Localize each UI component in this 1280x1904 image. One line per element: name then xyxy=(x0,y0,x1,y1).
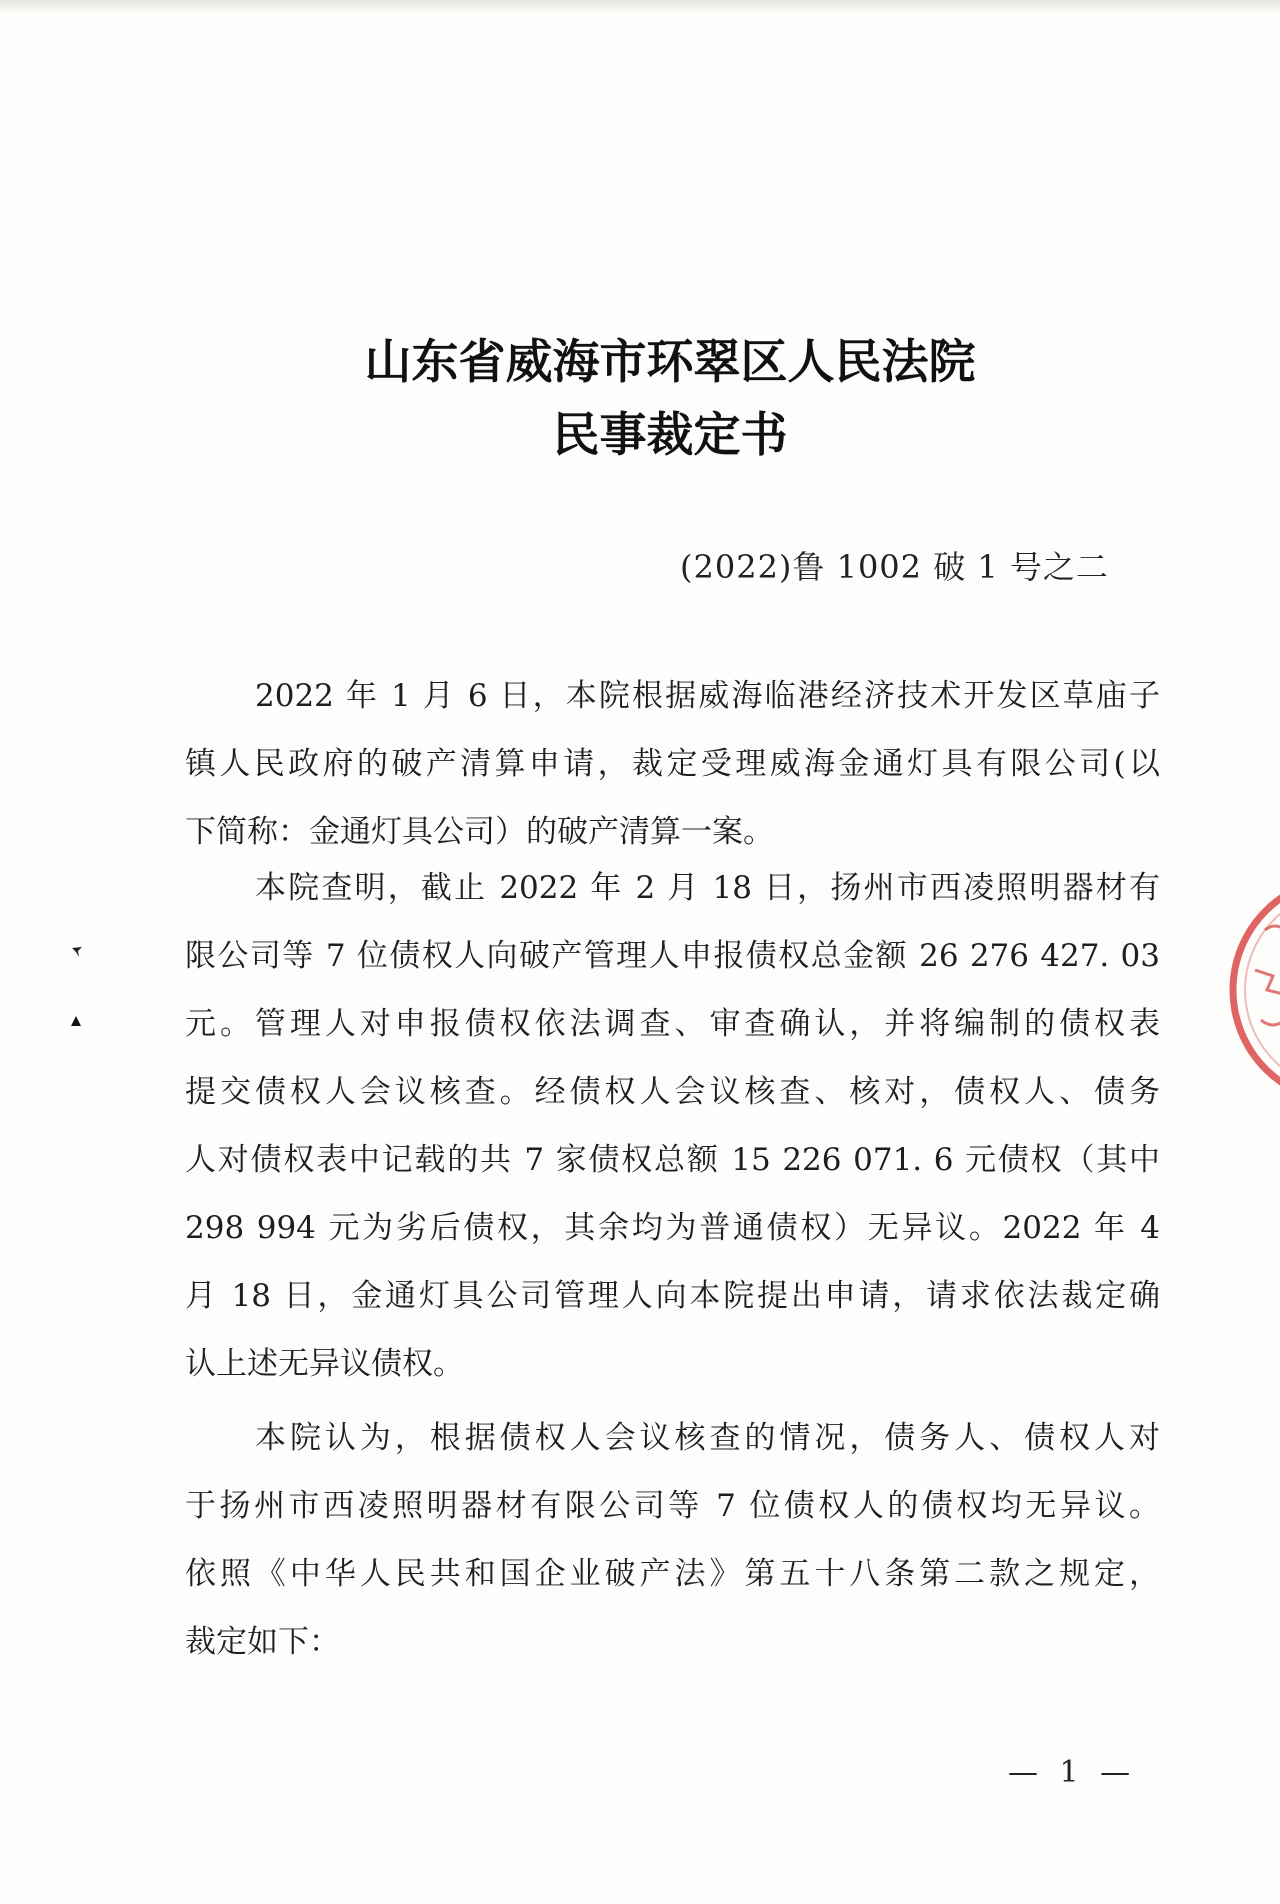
paragraph-1-line-3: 下简称：金通灯具公司）的破产清算一案。 xyxy=(185,814,774,850)
document-type-title: 民事裁定书 xyxy=(552,408,788,463)
paragraph-2-line-6: 298 994 元为劣后债权，其余均为普通债权）无异议。2022 年 4 xyxy=(185,1210,1160,1246)
scan-speck-mark xyxy=(70,945,84,959)
court-seal-stamp xyxy=(1195,870,1280,1110)
paragraph-3-line-4: 裁定如下： xyxy=(185,1624,340,1660)
court-name-title: 山东省威海市环翠区人民法院 xyxy=(364,335,976,390)
paragraph-2-line-3: 元。管理人对申报债权依法调查、审查确认，并将编制的债权表 xyxy=(185,1006,1160,1042)
paragraph-3-line-3: 依照《中华人民共和国企业破产法》第五十八条第二款之规定， xyxy=(185,1556,1160,1592)
scan-shadow xyxy=(0,0,1280,14)
paragraph-2-line-2: 限公司等 7 位债权人向破产管理人申报债权总金额 26 276 427. 03 xyxy=(185,938,1160,974)
paragraph-2-line-8: 认上述无异议债权。 xyxy=(185,1346,464,1382)
paragraph-2-line-5: 人对债权表中记载的共 7 家债权总额 15 226 071. 6 元债权（其中 xyxy=(185,1142,1160,1178)
paragraph-1-line-1: 2022 年 1 月 6 日，本院根据威海临港经济技术开发区草庙子 xyxy=(255,678,1160,714)
paragraph-3-line-2: 于扬州市西凌照明器材有限公司等 7 位债权人的债权均无异议。 xyxy=(185,1488,1160,1524)
paragraph-2-line-1: 本院查明，截止 2022 年 2 月 18 日，扬州市西凌照明器材有 xyxy=(255,870,1160,906)
page-number: — 1 — xyxy=(1008,1755,1137,1790)
paragraph-1-line-2: 镇人民政府的破产清算申请，裁定受理威海金通灯具有限公司(以 xyxy=(185,746,1160,782)
paragraph-2-line-4: 提交债权人会议核查。经债权人会议核查、核对，债权人、债务 xyxy=(185,1074,1160,1110)
paragraph-2-line-7: 月 18 日，金通灯具公司管理人向本院提出申请，请求依法裁定确 xyxy=(185,1278,1160,1314)
scan-speck-mark xyxy=(70,1015,82,1027)
case-number: (2022)鲁 1002 破 1 号之二 xyxy=(680,548,1109,586)
paragraph-3-line-1: 本院认为，根据债权人会议核查的情况，债务人、债权人对 xyxy=(255,1420,1160,1456)
